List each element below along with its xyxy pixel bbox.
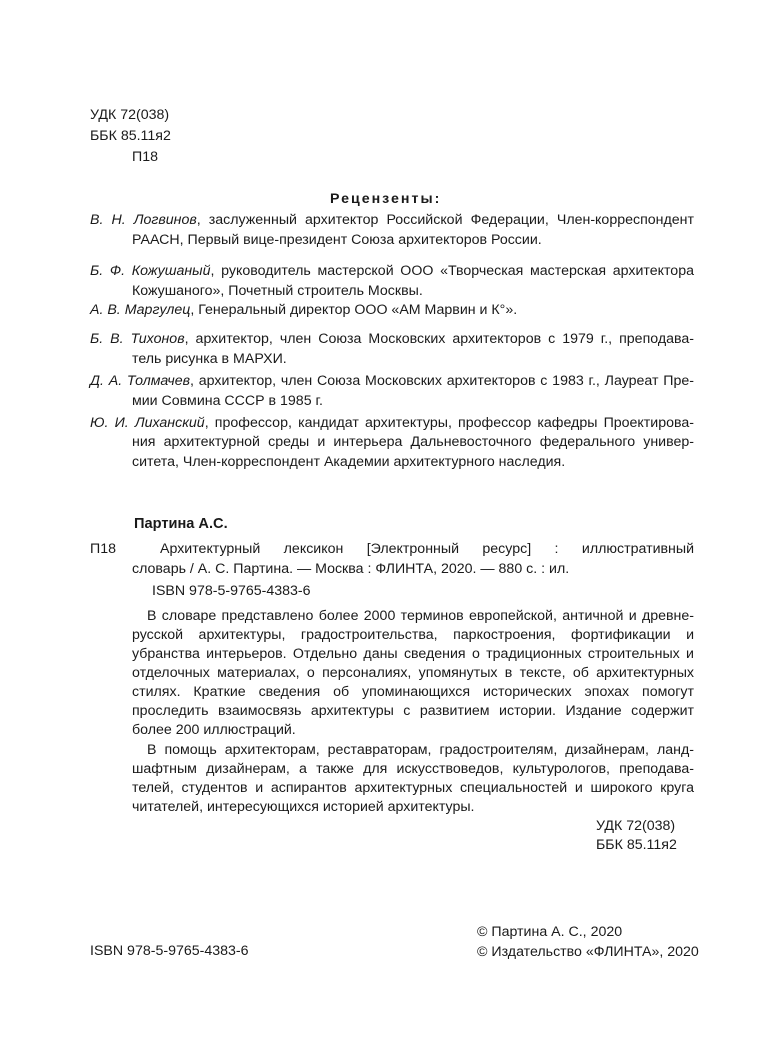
reviewer-1-line-2: РААСН, Первый вице-президент Союза архитекторов России. xyxy=(132,232,542,248)
abstract-p2-line-4: читателей, интересующихся историей архитектуры. xyxy=(132,799,475,815)
reviewer-6-line-1: Ю. И. Лиханский, профессор, кандидат архитектуры, профессор кафедры Проектирова- xyxy=(90,415,694,431)
reviewer-2-line-1: Б. Ф. Кожушаный, руководитель мастерской ООО «Творческая мастерская архитектора xyxy=(90,263,694,279)
reviewer-name: Д. А. Толмачев xyxy=(90,373,191,389)
abstract-p1-line-6: проследить взаимосвязь архитектуры с развитием истории. Издание содержит xyxy=(132,703,694,719)
reviewer-name: Б. Ф. Кожушаный xyxy=(90,263,211,279)
catalog-code: П18 xyxy=(90,541,116,557)
udk-bottom: УДК 72(038) xyxy=(596,818,676,834)
abstract-p1-line-1: В словаре представлено более 2000 терминов европейской, античной и древне- xyxy=(147,608,694,624)
abstract-p2-line-1: В помощь архитекторам, реставраторам, градостроителям, дизайнерам, ланд- xyxy=(147,742,694,758)
catalog-author: Партина А.С. xyxy=(134,516,228,532)
reviewer-name: Ю. И. Лиханский xyxy=(90,415,205,431)
reviewer-1-line-1: В. Н. Логвинов, заслуженный архитектор Российской Федерации, Член-корреспондент xyxy=(90,212,694,228)
reviewer-5-line-2: мии Совмина СССР в 1985 г. xyxy=(132,393,323,409)
abstract-p1-line-5: стилях. Краткие сведения об упоминающихся исторических эпохах помогут xyxy=(132,684,694,700)
catalog-isbn: ISBN 978-5-9765-4383-6 xyxy=(152,583,311,599)
catalog-description-line-1: Архитектурный лексикон [Электронный ресурс] : иллюстративный xyxy=(160,541,694,557)
isbn-bottom: ISBN 978-5-9765-4383-6 xyxy=(90,943,249,959)
abstract-p1-line-7: более 200 иллюстраций. xyxy=(132,722,296,738)
reviewer-4-line-1: Б. В. Тихонов, архитектор, член Союза Московских архитекторов с 1979 г., преподава- xyxy=(90,331,694,347)
abstract-p2-line-3: телей, студентов и аспирантов архитектурных специальностей и широкого круга xyxy=(132,780,694,796)
reviewer-name: А. В. Маргулец xyxy=(90,302,191,318)
copyright-publisher: © Издательство «ФЛИНТА», 2020 xyxy=(477,944,699,960)
abstract-p1-line-2: русской архитектуры, градостроительства, паркостроения, фортификации и xyxy=(132,627,694,643)
reviewer-4-line-2: тель рисунка в МАРХИ. xyxy=(132,351,287,367)
reviewer-name: Б. В. Тихонов xyxy=(90,331,185,347)
udk-top: УДК 72(038) xyxy=(90,107,170,123)
copyright-author: © Партина А. С., 2020 xyxy=(477,924,623,940)
abstract-p2-line-2: шафтным дизайнерам, а также для искусствоведов, культурологов, преподава- xyxy=(132,761,694,777)
author-code-top: П18 xyxy=(132,149,158,165)
bbk-top: ББК 85.11я2 xyxy=(90,128,171,144)
abstract-p1-line-4: отделочных материалах, о персоналиях, упомянутых в тексте, об архитектурных xyxy=(132,665,694,681)
reviewer-3-line-1: А. В. Маргулец, Генеральный директор ООО «АМ Марвин и К°». xyxy=(90,302,518,318)
reviewer-name: В. Н. Логвинов xyxy=(90,212,197,228)
catalog-description-line-2: словарь / А. С. Партина. — Москва : ФЛИНТА, 2020. — 880 с. : ил. xyxy=(132,561,570,577)
reviewer-2-line-2: Кожушаного», Почетный строитель Москвы. xyxy=(132,283,423,299)
reviewer-6-line-2: ния архитектурной среды и интерьера Дальневосточного федерального универ- xyxy=(132,434,694,450)
reviewer-5-line-1: Д. А. Толмачев, архитектор, член Союза Московских архитекторов с 1983 г., Лауреат Пре- xyxy=(90,373,694,389)
reviewer-6-line-3: ситета, Член-корреспондент Академии архитектурного наследия. xyxy=(132,454,566,470)
bbk-bottom: ББК 85.11я2 xyxy=(596,837,677,853)
abstract-p1-line-3: убранства интерьеров. Отдельно даны сведения о традиционных строительных и xyxy=(132,646,694,662)
reviewers-heading: Рецензенты: xyxy=(330,191,442,207)
